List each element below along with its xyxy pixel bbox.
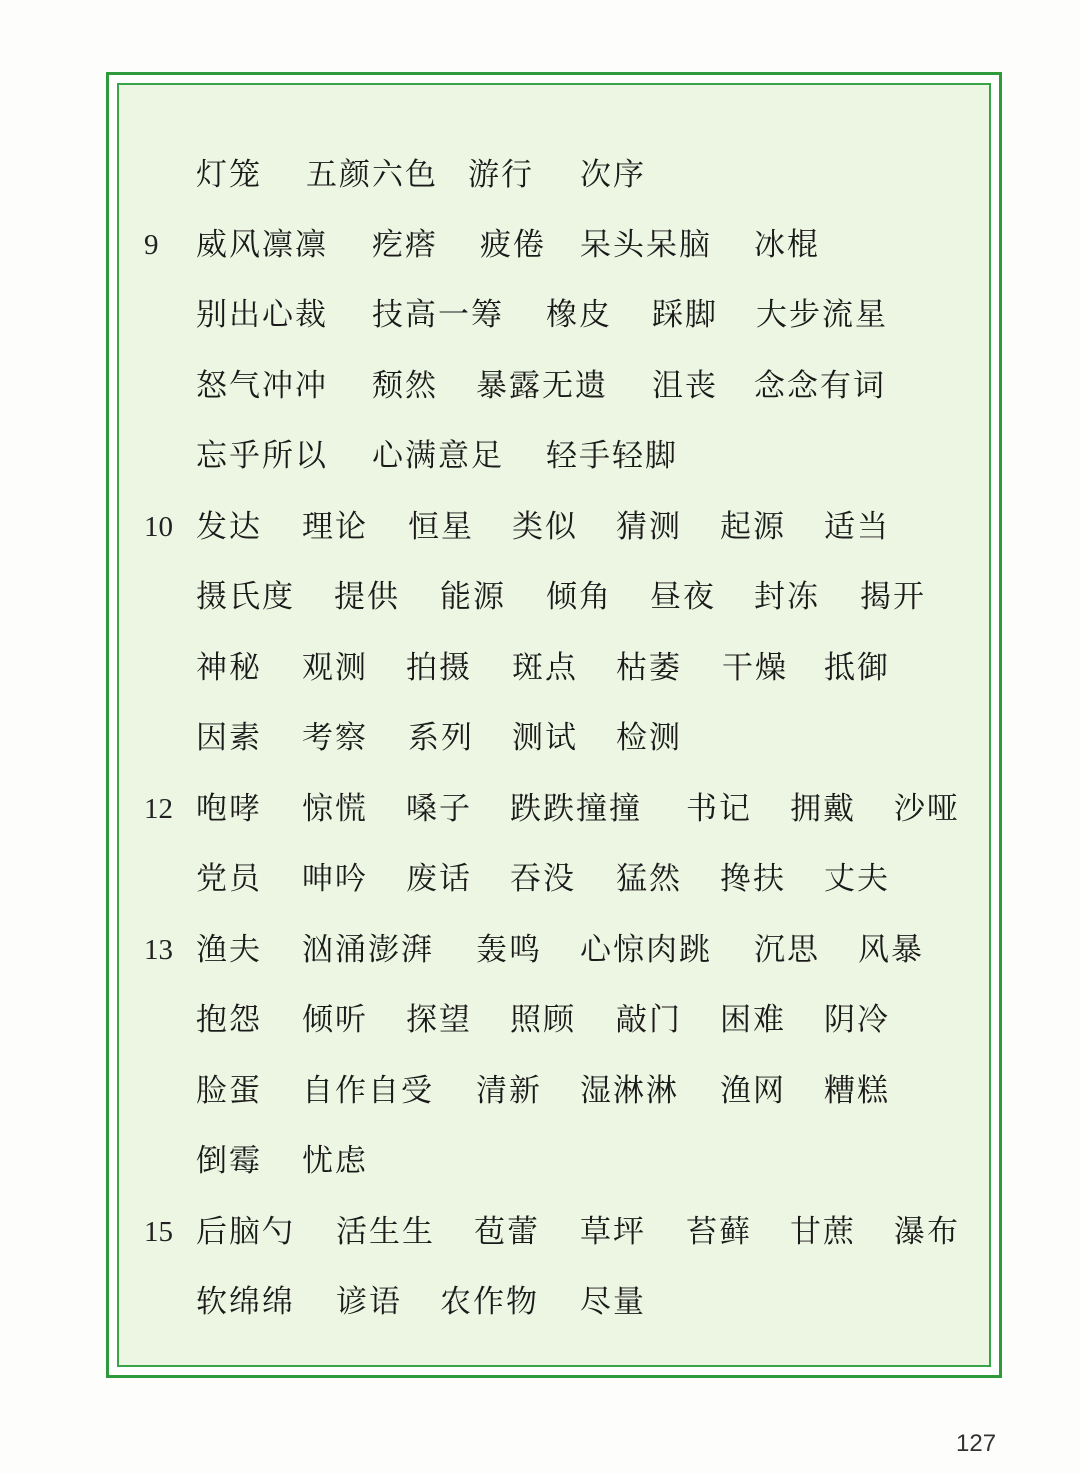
vocabulary-word: 抵御: [824, 650, 890, 686]
vocabulary-word: 苞蕾: [474, 1214, 540, 1250]
vocabulary-word: 吞没: [510, 861, 576, 897]
vocabulary-word: 提供: [334, 579, 400, 615]
vocabulary-word: 次序: [580, 157, 646, 193]
vocabulary-word: 技高一筹: [372, 297, 504, 333]
vocabulary-word: 活生生: [336, 1214, 435, 1250]
word-row: [119, 215, 989, 275]
word-row: [119, 1131, 989, 1191]
vocabulary-word: 检测: [616, 720, 682, 756]
vocabulary-word: 渔网: [720, 1073, 786, 1109]
word-row: [119, 708, 989, 768]
vocabulary-word: 发达: [196, 509, 262, 545]
vocabulary-word: 跌跌撞撞: [510, 791, 642, 827]
lesson-number: 10: [144, 511, 173, 543]
vocabulary-word: 搀扶: [720, 861, 786, 897]
vocabulary-word: 呻吟: [302, 861, 368, 897]
vocabulary-word: 灯笼: [196, 157, 262, 193]
vocabulary-word: 猛然: [616, 861, 682, 897]
vocabulary-word: 废话: [406, 861, 472, 897]
vocabulary-word: 忘乎所以: [196, 438, 328, 474]
vocabulary-word: 倒霉: [196, 1143, 262, 1179]
word-row: [119, 1202, 989, 1262]
lesson-number: 9: [144, 229, 159, 261]
vocabulary-word: 大步流星: [756, 297, 888, 333]
vocabulary-word: 惊慌: [302, 791, 368, 827]
vocabulary-word: 考察: [302, 720, 368, 756]
vocabulary-word: 理论: [302, 509, 368, 545]
vocabulary-word: 糟糕: [824, 1073, 890, 1109]
vocabulary-word: 封冻: [754, 579, 820, 615]
vocabulary-word: 谚语: [336, 1284, 402, 1320]
vocabulary-word: 阴冷: [824, 1002, 890, 1038]
vocabulary-word: 暴露无遗: [476, 368, 608, 404]
vocabulary-word: 游行: [468, 157, 534, 193]
vocabulary-word: 起源: [720, 509, 786, 545]
vocabulary-word: 嗓子: [406, 791, 472, 827]
vocabulary-word: 干燥: [722, 650, 788, 686]
vocabulary-word: 湿淋淋: [580, 1073, 679, 1109]
vocabulary-word: 照顾: [510, 1002, 576, 1038]
word-row: [119, 285, 989, 345]
lesson-number: 15: [144, 1216, 173, 1248]
vocabulary-word: 拥戴: [790, 791, 856, 827]
vocabulary-word: 清新: [476, 1073, 542, 1109]
vocabulary-word: 苔藓: [686, 1214, 752, 1250]
vocabulary-word: 猜测: [616, 509, 682, 545]
vocabulary-word: 咆哮: [196, 791, 262, 827]
vocabulary-word: 疙瘩: [372, 227, 438, 263]
vocabulary-word: 呆头呆脑: [580, 227, 712, 263]
word-row: [119, 145, 989, 205]
vocabulary-word: 心满意足: [372, 438, 504, 474]
vocabulary-word: 神秘: [196, 650, 262, 686]
vocabulary-word: 渔夫: [196, 932, 262, 968]
vocabulary-word: 风暴: [858, 932, 924, 968]
word-row: [119, 497, 989, 557]
vocabulary-word: 忧虑: [302, 1143, 368, 1179]
word-rows: [119, 85, 989, 1365]
vocabulary-word: 沉思: [754, 932, 820, 968]
vocabulary-word: 轻手轻脚: [546, 438, 678, 474]
vocabulary-word: 类似: [512, 509, 578, 545]
vocabulary-word: 揭开: [860, 579, 926, 615]
vocabulary-word: 颓然: [372, 368, 438, 404]
vocabulary-word: 草坪: [580, 1214, 646, 1250]
vocabulary-word: 枯萎: [616, 650, 682, 686]
vocabulary-word: 轰鸣: [476, 932, 542, 968]
word-row: [119, 779, 989, 839]
word-row: [119, 567, 989, 627]
vocabulary-word: 困难: [720, 1002, 786, 1038]
vocabulary-word: 能源: [440, 579, 506, 615]
word-row: [119, 356, 989, 416]
vocabulary-word: 系列: [408, 720, 474, 756]
vocabulary-word: 恒星: [408, 509, 474, 545]
word-row: [119, 638, 989, 698]
vocabulary-word: 抱怨: [196, 1002, 262, 1038]
word-row: [119, 426, 989, 486]
vocabulary-word: 瀑布: [894, 1214, 960, 1250]
vocabulary-word: 测试: [512, 720, 578, 756]
vocabulary-word: 因素: [196, 720, 262, 756]
vocabulary-word: 踩脚: [652, 297, 718, 333]
word-row: [119, 849, 989, 909]
vocabulary-word: 威风凛凛: [196, 227, 328, 263]
vocabulary-word: 拍摄: [406, 650, 472, 686]
vocabulary-word: 怒气冲冲: [196, 368, 328, 404]
vocabulary-word: 丈夫: [824, 861, 890, 897]
vocabulary-word: 脸蛋: [196, 1073, 262, 1109]
vocabulary-word: 摄氏度: [196, 579, 295, 615]
vocabulary-word: 五颜六色: [306, 157, 438, 193]
lesson-number: 12: [144, 793, 173, 825]
word-row: [119, 990, 989, 1050]
vocabulary-word: 敲门: [616, 1002, 682, 1038]
vocabulary-word: 冰棍: [754, 227, 820, 263]
vocabulary-word: 昼夜: [650, 579, 716, 615]
vocabulary-word: 尽量: [580, 1284, 646, 1320]
vocabulary-word: 观测: [302, 650, 368, 686]
word-row: [119, 1272, 989, 1332]
vocabulary-word: 农作物: [440, 1284, 539, 1320]
word-row: [119, 920, 989, 980]
vocabulary-word: 橡皮: [546, 297, 612, 333]
word-list-panel: [117, 83, 991, 1367]
vocabulary-word: 自作自受: [302, 1073, 434, 1109]
vocabulary-word: 沮丧: [652, 368, 718, 404]
vocabulary-word: 倾听: [302, 1002, 368, 1038]
vocabulary-word: 斑点: [512, 650, 578, 686]
vocabulary-word: 汹涌澎湃: [302, 932, 434, 968]
vocabulary-word: 别出心裁: [196, 297, 328, 333]
page-number: 127: [956, 1430, 997, 1457]
vocabulary-word: 软绵绵: [196, 1284, 295, 1320]
vocabulary-word: 疲倦: [480, 227, 546, 263]
vocabulary-word: 党员: [196, 861, 262, 897]
vocabulary-word: 后脑勺: [196, 1214, 295, 1250]
word-row: [119, 1061, 989, 1121]
vocabulary-word: 书记: [686, 791, 752, 827]
vocabulary-word: 倾角: [546, 579, 612, 615]
vocabulary-word: 适当: [824, 509, 890, 545]
word-list-frame: [106, 72, 1002, 1378]
vocabulary-word: 念念有词: [754, 368, 886, 404]
lesson-number: 13: [144, 934, 173, 966]
vocabulary-word: 甘蔗: [790, 1214, 856, 1250]
vocabulary-word: 探望: [406, 1002, 472, 1038]
vocabulary-word: 沙哑: [894, 791, 960, 827]
vocabulary-word: 心惊肉跳: [580, 932, 712, 968]
